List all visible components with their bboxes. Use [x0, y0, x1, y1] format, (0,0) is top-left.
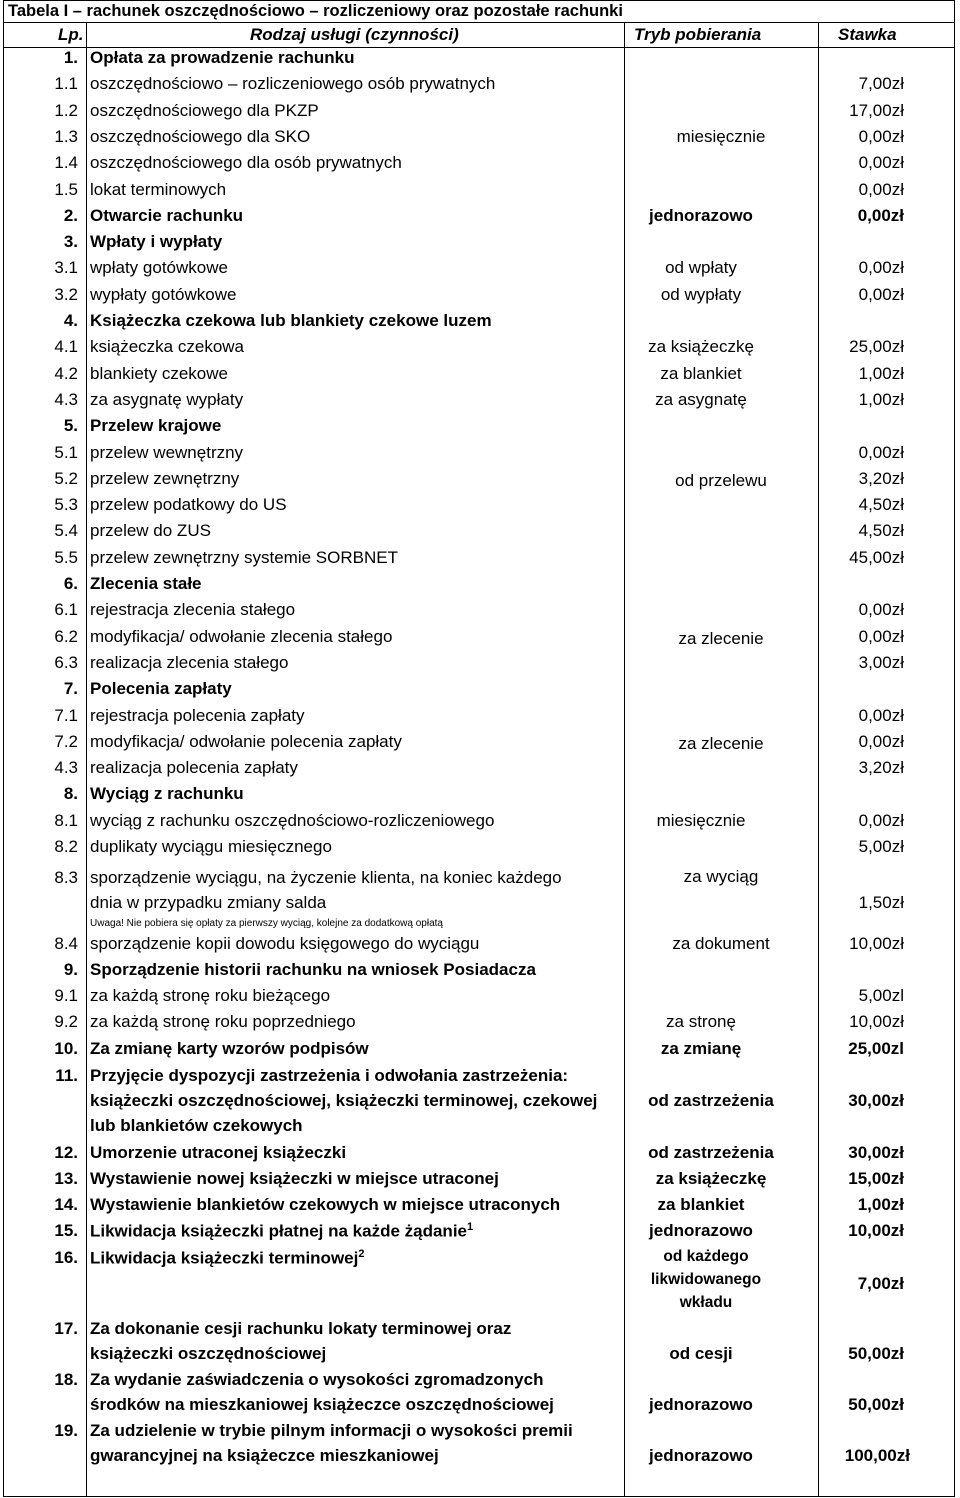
- row-name: przelew zewnętrzny systemie SORBNET: [90, 548, 398, 567]
- header-lp: Lp.: [58, 25, 84, 44]
- grid-line: [954, 0, 955, 1497]
- row-19-line2: gwarancyjnej na książeczce mieszkaniowej: [90, 1446, 439, 1465]
- row-13-lp: 13.: [54, 1169, 78, 1188]
- row-19-mode: jednorazowo: [649, 1446, 753, 1465]
- row-lp: 1.4: [54, 153, 78, 172]
- row-11-line2: książeczki oszczędnościowej, książeczki terminowej, czekowej: [90, 1091, 598, 1110]
- row-lp: 5.3: [54, 495, 78, 514]
- mode-group-9: za stronę: [666, 1012, 736, 1031]
- row-lp: 6.2: [54, 627, 78, 646]
- row-lp: 1.: [63, 48, 78, 67]
- row-16-name-text: Likwidacja książeczki terminowej: [90, 1248, 359, 1268]
- row-name: wpłaty gotówkowe: [90, 258, 228, 277]
- row-lp: 3.: [63, 232, 78, 251]
- row-mode: za książeczkę: [648, 337, 754, 356]
- row-8-4-rate: 10,00zł: [849, 934, 904, 953]
- row-9-name: Sporządzenie historii rachunku na wniosek Posiadacza: [90, 960, 536, 979]
- row-name: wypłaty gotówkowe: [90, 285, 237, 304]
- row-rate: 1,00zł: [858, 390, 904, 409]
- row-name: książeczka czekowa: [90, 337, 245, 356]
- row-rate: 1,00zł: [858, 364, 904, 383]
- row-19-line1: Za udzielenie w trybie pilnym informacji o wysokości premii: [90, 1421, 573, 1440]
- row-lp: 4.3: [54, 758, 78, 777]
- row-lp: 3.2: [54, 285, 78, 304]
- row-10-rate: 25,00zl: [848, 1039, 904, 1058]
- row-rate: 0,00zł: [858, 600, 904, 619]
- row-name: Książeczka czekowa lub blankiety czekowe luzem: [90, 311, 492, 330]
- row-rate: 0,00zł: [858, 443, 904, 462]
- row-11-line3: lub blankietów czekowych: [90, 1116, 303, 1135]
- row-9-1-lp: 9.1: [54, 986, 78, 1005]
- row-rate: 0,00zł: [858, 127, 904, 146]
- grid-line: [3, 0, 955, 1]
- row-12-lp: 12.: [54, 1143, 78, 1162]
- mode-group-8-3: za wyciąg: [683, 867, 759, 886]
- row-19-rate: 100,00zł: [844, 1446, 910, 1465]
- row-lp: 1.1: [54, 74, 78, 93]
- row-name: realizacja zlecenia stałego: [90, 653, 289, 672]
- row-name: modyfikacja/ odwołanie zlecenia stałego: [90, 627, 393, 646]
- row-rate: 0,00zł: [858, 258, 904, 277]
- row-name: za asygnatę wypłaty: [90, 390, 244, 409]
- row-15-rate: 10,00zł: [848, 1221, 904, 1240]
- row-name: rejestracja zlecenia stałego: [90, 600, 296, 619]
- row-12-name: Umorzenie utraconej książeczki: [90, 1143, 347, 1162]
- row-name: przelew podatkowy do US: [90, 495, 287, 514]
- row-rate: 0,00zł: [858, 153, 904, 172]
- row-name: przelew zewnętrzny: [90, 469, 240, 488]
- grid-line: [86, 22, 87, 1497]
- row-rate: 0,00zł: [858, 285, 904, 304]
- row-14-lp: 14.: [54, 1195, 78, 1214]
- row-13-name: Wystawienie nowej książeczki w miejsce utraconej: [90, 1169, 499, 1188]
- row-lp: 6.3: [54, 653, 78, 672]
- row-17-rate: 50,00zł: [848, 1344, 904, 1363]
- row-name: Opłata za prowadzenie rachunku: [90, 48, 355, 67]
- row-lp: 1.5: [54, 180, 78, 199]
- grid-line: [3, 0, 4, 1497]
- row-mode: za asygnatę: [655, 390, 747, 409]
- row-name: rejestracja polecenia zapłaty: [90, 706, 305, 725]
- row-lp: 1.2: [54, 101, 78, 120]
- row-15-mode: jednorazowo: [649, 1221, 753, 1240]
- row-18-line1: Za wydanie zaświadczenia o wysokości zgromadzonych: [90, 1370, 544, 1389]
- row-name: realizacja polecenia zapłaty: [90, 758, 298, 777]
- row-10-name: Za zmianę karty wzorów podpisów: [90, 1039, 369, 1058]
- row-lp: 5.: [63, 416, 78, 435]
- row-rate: 0,00zł: [858, 811, 904, 830]
- row-18-line2: środków na mieszkaniowej książeczce oszczędnościowej: [90, 1395, 554, 1414]
- row-14-rate: 1,00zł: [857, 1195, 904, 1214]
- row-9-1-rate: 5,00zl: [858, 986, 904, 1005]
- table-title: Tabela I – rachunek oszczędnościowo – rozliczeniowy oraz pozostałe rachunki: [8, 2, 623, 20]
- row-name: oszczędnościowego dla SKO: [90, 127, 311, 146]
- row-18-lp: 18.: [54, 1370, 78, 1389]
- row-13-rate: 15,00zł: [848, 1169, 904, 1188]
- row-name: Zlecenia stałe: [90, 574, 202, 593]
- row-mode: od wypłaty: [660, 285, 742, 304]
- row-rate: 4,50zł: [858, 521, 904, 540]
- row-lp: 6.: [63, 574, 78, 593]
- row-lp: 5.4: [54, 521, 78, 540]
- row-rate: 4,50zł: [858, 495, 904, 514]
- row-11-lp: 11.: [55, 1066, 78, 1085]
- row-9-2-name: za każdą stronę roku poprzedniego: [90, 1012, 356, 1031]
- row-name: Wyciąg z rachunku: [90, 784, 244, 803]
- row-name: lokat terminowych: [90, 180, 227, 199]
- mode-group-5: od przelewu: [675, 471, 767, 490]
- row-rate: 0,00zł: [858, 627, 904, 646]
- row-name: oszczędnościowego dla osób prywatnych: [90, 153, 402, 172]
- row-rate: 5,00zł: [858, 837, 904, 856]
- header-service: Rodzaj usługi (czynności): [250, 25, 459, 44]
- row-rate: 3,00zł: [858, 653, 904, 672]
- row-17-mode: od cesji: [669, 1344, 733, 1363]
- row-lp: 4.3: [54, 390, 78, 409]
- row-name: Przelew krajowe: [90, 416, 222, 435]
- row-8-4-lp: 8.4: [54, 934, 78, 953]
- mode-group-1: miesięcznie: [676, 127, 766, 146]
- row-11-line1: Przyjęcie dyspozycji zastrzeżenia i odwołania zastrzeżenia:: [90, 1066, 569, 1085]
- row-mode: jednorazowo: [649, 206, 753, 225]
- row-rate: 3,20zł: [858, 469, 904, 488]
- row-9-2-lp: 9.2: [54, 1012, 78, 1031]
- row-name: oszczędnościowo – rozliczeniowego osób prywatnych: [90, 74, 496, 93]
- row-lp: 5.5: [54, 548, 78, 567]
- mode-group-6: za zlecenie: [678, 629, 764, 648]
- header-mode: Tryb pobierania: [634, 25, 762, 44]
- row-lp: 7.2: [54, 732, 78, 751]
- row-16-mode-2: likwidowanego: [650, 1271, 762, 1288]
- row-8-3-rate: 1,50zł: [858, 893, 904, 912]
- row-rate: 25,00zł: [849, 337, 904, 356]
- row-16-mode-3: wkładu: [679, 1294, 733, 1311]
- row-16-mode-1: od każdego: [663, 1248, 749, 1265]
- row-lp: 8.2: [54, 837, 78, 856]
- row-12-mode: od zastrzeżenia: [648, 1143, 774, 1162]
- row-18-mode: jednorazowo: [649, 1395, 753, 1414]
- row-15-name-text: Likwidacja książeczki płatnej na każde żądanie: [90, 1221, 467, 1241]
- grid-line: [3, 22, 955, 23]
- row-rate: 45,00zł: [849, 548, 904, 567]
- row-rate: 0,00zł: [857, 206, 904, 225]
- row-17-line2: książeczki oszczędnościowej: [90, 1344, 327, 1363]
- header-rate: Stawka: [838, 25, 897, 44]
- row-11-rate: 30,00zł: [848, 1091, 904, 1110]
- row-18-rate: 50,00zł: [848, 1395, 904, 1414]
- row-lp: 6.1: [54, 600, 78, 619]
- row-15-footnote: 1: [467, 1221, 474, 1233]
- row-lp: 8.1: [54, 811, 78, 830]
- row-16-lp: 16.: [54, 1248, 78, 1267]
- row-11-mode: od zastrzeżenia: [648, 1091, 774, 1110]
- row-12-rate: 30,00zł: [848, 1143, 904, 1162]
- row-lp: 4.2: [54, 364, 78, 383]
- row-name: przelew wewnętrzny: [90, 443, 244, 462]
- row-17-lp: 17.: [54, 1319, 78, 1338]
- row-lp: 7.1: [54, 706, 78, 725]
- row-name: wyciąg z rachunku oszczędnościowo-rozliczeniowego: [90, 811, 495, 830]
- row-rate: 0,00zł: [858, 180, 904, 199]
- row-name: modyfikacja/ odwołanie polecenia zapłaty: [90, 732, 402, 751]
- grid-line: [818, 22, 819, 1497]
- row-lp: 7.: [63, 679, 78, 698]
- row-9-1-name: za każdą stronę roku bieżącego: [90, 986, 331, 1005]
- row-mode: za blankiet: [660, 364, 742, 383]
- row-10-mode: za zmianę: [660, 1039, 742, 1058]
- row-name: duplikaty wyciągu miesięcznego: [90, 837, 332, 856]
- row-9-lp: 9.: [63, 960, 78, 979]
- row-rate: 7,00zł: [858, 74, 904, 93]
- row-name: oszczędnościowego dla PKZP: [90, 101, 319, 120]
- row-mode: od wpłaty: [665, 258, 737, 277]
- row-16-rate: 7,00zł: [857, 1274, 904, 1293]
- row-name: blankiety czekowe: [90, 364, 228, 383]
- row-17-line1: Za dokonanie cesji rachunku lokaty terminowej oraz: [90, 1319, 512, 1338]
- row-rate: 0,00zł: [858, 732, 904, 751]
- row-8-4-mode: za dokument: [672, 934, 770, 953]
- row-name: Wpłaty i wypłaty: [90, 232, 223, 251]
- row-8-3-note: Uwaga! Nie pobiera się opłaty za pierwszy wyciąg, kolejne za dodatkową opłatą: [90, 918, 443, 929]
- row-name: przelew do ZUS: [90, 521, 211, 540]
- row-lp: 8.: [63, 784, 78, 803]
- row-name: Otwarcie rachunku: [90, 206, 244, 225]
- row-rate: 0,00zł: [858, 706, 904, 725]
- row-lp: 4.1: [54, 337, 78, 356]
- row-lp: 1.3: [54, 127, 78, 146]
- row-10-lp: 10.: [54, 1039, 78, 1058]
- row-16-name: [90, 1248, 364, 1269]
- grid-line: [3, 1496, 955, 1497]
- grid-line: [3, 47, 955, 48]
- row-15-lp: 15.: [54, 1221, 78, 1240]
- grid-line: [624, 22, 625, 1497]
- row-15-name: [90, 1221, 473, 1242]
- row-13-mode: za książeczkę: [655, 1169, 767, 1188]
- row-19-lp: 19.: [54, 1421, 78, 1440]
- row-8-3-lp: 8.3: [54, 868, 78, 887]
- row-lp: 3.1: [54, 258, 78, 277]
- row-16-footnote: 2: [358, 1248, 365, 1260]
- row-lp: 5.1: [54, 443, 78, 462]
- row-rate: 3,20zł: [858, 758, 904, 777]
- row-8-4-name: sporządzenie kopii dowodu księgowego do wyciągu: [90, 934, 480, 953]
- row-8-3-line2: dnia w przypadku zmiany salda: [90, 893, 327, 912]
- row-14-name: Wystawienie blankietów czekowych w miejsce utraconych: [90, 1195, 561, 1214]
- row-lp: 2.: [63, 206, 78, 225]
- row-rate: 17,00zł: [849, 101, 904, 120]
- row-8-3-line1: sporządzenie wyciągu, na życzenie klienta, na koniec każdego: [90, 868, 562, 887]
- row-name: Polecenia zapłaty: [90, 679, 232, 698]
- row-9-2-rate: 10,00zł: [849, 1012, 904, 1031]
- row-lp: 5.2: [54, 469, 78, 488]
- row-14-mode: za blankiet: [657, 1195, 745, 1214]
- mode-group-7: za zlecenie: [678, 734, 764, 753]
- row-mode: miesięcznie: [656, 811, 746, 830]
- row-lp: 4.: [63, 311, 78, 330]
